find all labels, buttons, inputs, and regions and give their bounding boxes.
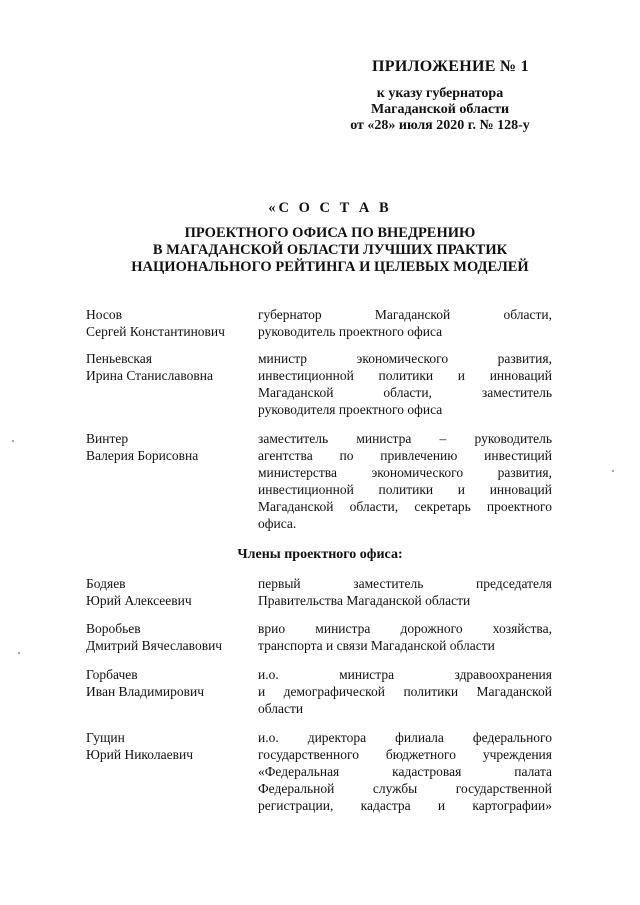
person-name xyxy=(86,620,251,654)
position-line: области xyxy=(258,701,304,716)
position-line: Магаданской области, заместитель xyxy=(258,385,552,400)
title-line: ПРОЕКТНОГО ОФИСА ПО ВНЕДРЕНИЮ xyxy=(184,225,476,241)
decree-line: Магаданской области xyxy=(370,102,510,117)
position-line: инвестиционной политики и инноваций xyxy=(258,368,552,383)
members-heading: Члены проектного офиса: xyxy=(237,547,403,562)
given-names: Сергей Константинович xyxy=(86,324,225,339)
surname: Бодяев xyxy=(86,576,126,591)
given-names: Юрий Николаевич xyxy=(86,747,193,762)
person-position xyxy=(258,575,552,609)
position-line: Федеральной службы государственной xyxy=(258,781,552,796)
position-line: врио министра дорожного хозяйства, xyxy=(258,621,552,636)
person-position xyxy=(258,666,552,717)
position-line: руководитель проектного офиса xyxy=(258,324,443,339)
position-line: «Федеральная кадастровая палата xyxy=(258,764,552,779)
position-line: регистрации, кадастра и картографии» xyxy=(258,798,552,813)
person-name xyxy=(86,306,251,340)
person-name xyxy=(86,729,251,763)
appendix-heading: ПРИЛОЖЕНИЕ № 1 xyxy=(372,58,529,75)
person-position xyxy=(258,620,552,654)
scan-speck xyxy=(18,652,20,654)
position-line: и.о. директора филиала федерального xyxy=(258,730,552,745)
scan-speck xyxy=(612,470,614,472)
surname: Винтер xyxy=(86,431,129,446)
decree-line: к указу губернатора xyxy=(376,86,504,101)
given-names: Юрий Алексеевич xyxy=(86,593,192,608)
position-line: и демографической политики Магаданской xyxy=(258,684,552,699)
person-position xyxy=(258,350,552,418)
position-line: инвестиционной политики и инноваций xyxy=(258,482,552,497)
document-title xyxy=(100,200,560,276)
given-names: Ирина Станиславовна xyxy=(86,368,213,383)
position-line: заместитель министра – руководитель xyxy=(258,431,552,446)
position-line: агентства по привлечению инвестиций xyxy=(258,448,552,463)
person-position xyxy=(258,729,552,814)
position-line: Правительства Магаданской области xyxy=(258,593,471,608)
surname: Горбачев xyxy=(86,667,138,682)
person-name xyxy=(86,430,251,464)
surname: Воробьев xyxy=(86,621,141,636)
decree-reference xyxy=(320,86,560,134)
surname: Гущин xyxy=(86,730,125,745)
title-line: В МАГАДАНСКОЙ ОБЛАСТИ ЛУЧШИХ ПРАКТИК xyxy=(152,242,508,258)
person-name xyxy=(86,350,251,384)
given-names: Иван Владимирович xyxy=(86,684,205,699)
position-line: министр экономического развития, xyxy=(258,351,552,366)
position-line: Магаданской области, секретарь проектного xyxy=(258,499,552,514)
position-line: руководителя проектного офиса xyxy=(258,402,443,417)
position-line: транспорта и связи Магаданской области xyxy=(258,638,495,653)
given-names: Дмитрий Вячеславович xyxy=(86,638,223,653)
surname: Носов xyxy=(86,307,122,322)
person-position xyxy=(258,306,552,340)
surname: Пеньевская xyxy=(86,351,152,366)
position-line: и.о. министра здравоохранения xyxy=(258,667,552,682)
given-names: Валерия Борисовна xyxy=(86,448,199,463)
person-name xyxy=(86,575,251,609)
scan-speck xyxy=(12,440,14,442)
title-line: НАЦИОНАЛЬНОГО РЕЙТИНГА И ЦЕЛЕВЫХ МОДЕЛЕЙ xyxy=(131,259,529,275)
decree-line: от «28» июля 2020 г. № 128-у xyxy=(350,118,530,133)
position-line: министерства экономического развития, xyxy=(258,465,552,480)
position-line: губернатор Магаданской области, xyxy=(258,307,552,322)
position-line: первый заместитель председателя xyxy=(258,576,552,591)
person-name xyxy=(86,666,251,700)
title-sostav: «С О С Т А В xyxy=(268,200,392,216)
position-line: офиса. xyxy=(258,516,297,531)
position-line: государственного бюджетного учреждения xyxy=(258,747,552,762)
person-position xyxy=(258,430,552,532)
